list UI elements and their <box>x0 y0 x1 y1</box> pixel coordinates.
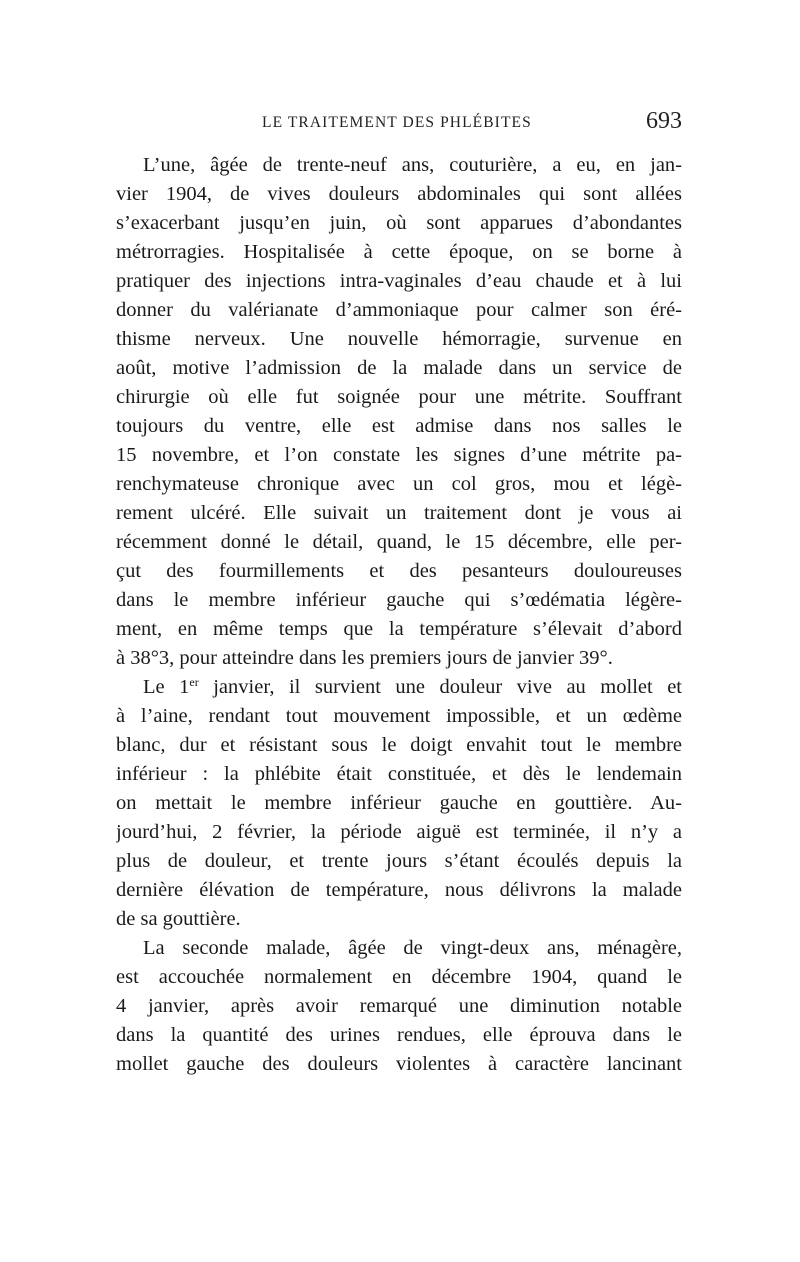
text-line: mollet gauche des douleurs violentes à caractère lancinant <box>116 1053 682 1075</box>
text-line: vier 1904, de vives douleurs abdominales qui sont allées <box>116 183 682 205</box>
text-line: donner du valérianate d’ammoniaque pour calmer son éré- <box>116 299 682 321</box>
text-line <box>116 673 682 702</box>
paragraph-3 <box>116 934 682 1079</box>
text-line: toujours du ventre, elle est admise dans nos salles le <box>116 415 682 437</box>
running-head <box>116 108 682 140</box>
text-line: on mettait le membre inférieur gauche en gouttière. Au- <box>116 792 682 814</box>
text-line: plus de douleur, et trente jours s’étant écoulés depuis la <box>116 850 682 872</box>
text-line: à 38°3, pour atteindre dans les premiers jours de janvier 39°. <box>116 647 613 669</box>
running-title: LE TRAITEMENT DES PHLÉBITES <box>262 114 532 131</box>
page-number: 693 <box>646 108 682 134</box>
text-line: inférieur : la phlébite était constituée, et dès le lendemain <box>116 763 682 785</box>
text-line: 15 novembre, et l’on constate les signes d’une métrite pa- <box>116 444 682 466</box>
text-line: dernière élévation de température, nous délivrons la malade <box>116 879 682 901</box>
text-line: pratiquer des injections intra-vaginales d’eau chaude et à lui <box>116 270 682 292</box>
text-line: jourd’hui, 2 février, la période aiguë est terminée, il n’y a <box>116 821 682 843</box>
body-text <box>116 151 682 1079</box>
text-line: dans le membre inférieur gauche qui s’œdématia légère- <box>116 589 682 611</box>
text-line: s’exacerbant jusqu’en juin, où sont apparues d’abondantes <box>116 212 682 234</box>
text-line: de sa gouttière. <box>116 908 241 930</box>
text-line: chirurgie où elle fut soignée pour une métrite. Souffrant <box>116 386 682 408</box>
text-line: blanc, dur et résistant sous le doigt envahit tout le membre <box>116 734 682 756</box>
text-line: récemment donné le détail, quand, le 15 décembre, elle per- <box>116 531 682 553</box>
text-line: ment, en même temps que la température s’élevait d’abord <box>116 618 682 640</box>
text-line: thisme nerveux. Une nouvelle hémorragie, survenue en <box>116 328 682 350</box>
text-line: L’une, âgée de trente-neuf ans, couturière, a eu, en jan- <box>143 154 682 176</box>
text-line: à l’aine, rendant tout mouvement impossible, et un œdème <box>116 705 682 727</box>
text-fragment: janvier, il survient une douleur vive au mollet et <box>198 676 682 698</box>
text-line: métrorragies. Hospitalisée à cette époque, on se borne à <box>116 241 682 263</box>
text-line: dans la quantité des urines rendues, elle éprouva dans le <box>116 1024 682 1046</box>
text-line: renchymateuse chronique avec un col gros, mou et légè- <box>116 473 682 495</box>
ordinal-superscript: er <box>189 675 199 689</box>
text-line: çut des fourmillements et des pesanteurs douloureuses <box>116 560 682 582</box>
text-line: La seconde malade, âgée de vingt-deux ans, ménagère, <box>143 937 682 959</box>
text-line: est accouchée normalement en décembre 1904, quand le <box>116 966 682 988</box>
paragraph-2 <box>116 673 682 934</box>
paragraph-1 <box>116 151 682 673</box>
text-fragment: Le 1 <box>143 676 190 698</box>
text-line: rement ulcéré. Elle suivait un traitement dont je vous ai <box>116 502 682 524</box>
text-line: 4 janvier, après avoir remarqué une diminution notable <box>116 995 682 1017</box>
text-line: août, motive l’admission de la malade dans un service de <box>116 357 682 379</box>
